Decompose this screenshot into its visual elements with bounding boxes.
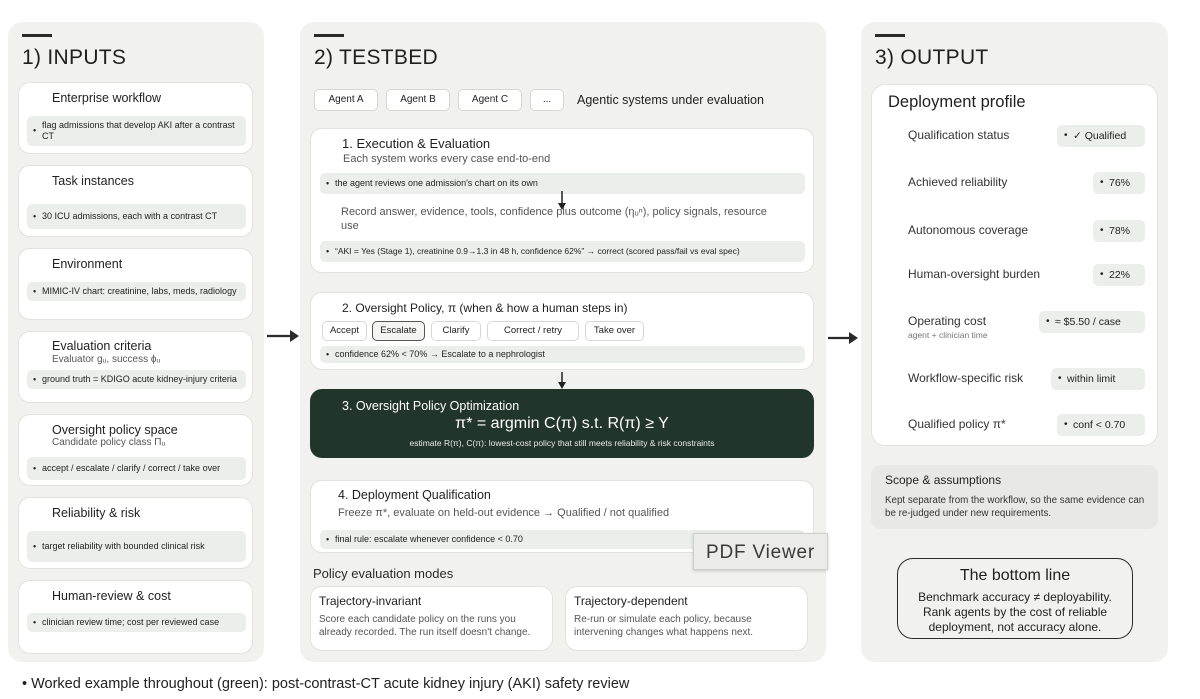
input-card-chip: • target reliability with bounded clinical risk: [27, 531, 246, 562]
input-card-chip: • 30 ICU admissions, each with a contrast CT: [27, 204, 246, 229]
scope-text: Kept separate from the workflow, so the same evidence can be re-judged under new requirements.: [885, 495, 1145, 519]
deployment-profile-card: [871, 84, 1158, 446]
execution-evaluation-card: [310, 128, 814, 273]
optimization-formula: π* = argmin C(π) s.t. R(π) ≥ Y: [455, 415, 669, 432]
profile-row-label: Qualification status: [908, 128, 1010, 142]
policy-accept-button[interactable]: Accept: [322, 321, 367, 341]
profile-row-label: Autonomous coverage: [908, 223, 1029, 237]
optimization-title: 3. Oversight Policy Optimization: [342, 399, 520, 413]
input-card-subtitle: Evaluator gᵤ, success ϕᵤ: [52, 354, 161, 365]
input-card-title: Evaluation criteria: [52, 339, 152, 353]
input-card-reliability-risk: [18, 497, 253, 569]
panel-accent-bar: [314, 34, 344, 37]
execution-chip-agent-review: • the agent reviews one admission's chart on its own: [320, 173, 805, 194]
input-card-environment: [18, 248, 253, 320]
execution-title: 1. Execution & Evaluation: [342, 136, 491, 151]
qualification-title: 4. Deployment Qualification: [338, 488, 491, 502]
profile-row-value: • ✓ Qualified: [1057, 125, 1145, 147]
modes-title: Policy evaluation modes: [313, 566, 454, 581]
testbed-title: 2) TESTBED: [314, 46, 438, 69]
oversight-policy-card: [310, 292, 814, 370]
footer-caption: • Worked example throughout (green): post-contrast-CT acute kidney injury (AKI) safety review: [22, 676, 630, 692]
input-card-title: Task instances: [52, 174, 134, 188]
input-card-title: Human-review & cost: [52, 589, 171, 603]
panel-accent-bar: [875, 34, 905, 37]
profile-row-value: • conf < 0.70: [1057, 414, 1145, 436]
profile-row-label: Achieved reliability: [908, 175, 1008, 189]
execution-record-text: Record answer, evidence, tools, confidence plus outcome (ηᵤⁿ), policy signals, resource use: [341, 206, 767, 232]
profile-row-label: Qualified policy π*: [908, 417, 1006, 431]
mode-card-trajectory-invariant: [310, 586, 553, 651]
mode-card-trajectory-dependent: [565, 586, 808, 651]
profile-title: Deployment profile: [888, 93, 1026, 111]
input-card-oversight-policy-space: [18, 414, 253, 486]
profile-row-value: • ≈ $5.50 / case: [1039, 311, 1145, 333]
input-card-enterprise-workflow: [18, 82, 253, 154]
mode-title: Trajectory-invariant: [319, 594, 422, 608]
profile-row-value: • within limit: [1051, 368, 1145, 390]
input-card-title: Reliability & risk: [52, 506, 141, 520]
input-card-title: Environment: [52, 257, 123, 271]
agent-a-button[interactable]: Agent A: [314, 89, 378, 111]
input-card-title: Oversight policy space: [52, 423, 178, 437]
policy-escalate-button[interactable]: Escalate: [372, 321, 425, 341]
policy-take-over-button[interactable]: Take over: [585, 321, 644, 341]
input-card-task-instances: [18, 165, 253, 237]
inputs-panel: [8, 22, 264, 662]
qualification-subtitle: Freeze π*, evaluate on held-out evidence → Qualified / not qualified: [338, 507, 670, 519]
input-card-human-review-cost: [18, 580, 253, 654]
mode-title: Trajectory-dependent: [574, 594, 688, 608]
arrow-right-icon: [827, 328, 859, 348]
profile-row-label: Operating cost: [908, 314, 987, 328]
bottom-line-box: [897, 558, 1133, 639]
profile-row-label: Human-oversight burden: [908, 267, 1041, 281]
oversight-chip: • confidence 62% < 70% → Escalate to a nephrologist: [320, 346, 805, 363]
inputs-title: 1) INPUTS: [22, 46, 127, 69]
output-title: 3) OUTPUT: [875, 46, 989, 69]
agent-b-button[interactable]: Agent B: [386, 89, 450, 111]
agent-c-button[interactable]: Agent C: [458, 89, 522, 111]
panel-accent-bar: [22, 34, 52, 37]
testbed-panel: [300, 22, 826, 662]
input-card-evaluation-criteria: [18, 331, 253, 403]
pdf-viewer-tooltip[interactable]: PDF Viewer: [693, 533, 828, 570]
mode-desc: Re-run or simulate each policy, because intervening changes what happens next.: [574, 614, 754, 638]
input-card-chip: • flag admissions that develop AKI after a contrast CT: [27, 116, 246, 146]
optimization-card: [310, 389, 814, 458]
profile-row-value: • 22%: [1093, 264, 1145, 286]
input-card-chip: • MIMIC-IV chart: creatinine, labs, meds, radiology: [27, 282, 246, 301]
more-agents-button[interactable]: ...: [530, 89, 564, 111]
profile-row-value: • 76%: [1093, 172, 1145, 194]
profile-row-value: • 78%: [1093, 220, 1145, 242]
input-card-title: Enterprise workflow: [52, 91, 162, 105]
optimization-caption: estimate R(π), C(π): lowest-cost policy that still meets reliability & risk constraints: [409, 438, 715, 448]
input-card-chip: • clinician review time; cost per reviewed case: [27, 613, 246, 632]
oversight-title: 2. Oversight Policy, π (when & how a human steps in): [342, 301, 628, 315]
input-card-chip: • ground truth = KDIGO acute kidney-injury criteria: [27, 370, 246, 389]
policy-clarify-button[interactable]: Clarify: [431, 321, 481, 341]
policy-correct-retry-button[interactable]: Correct / retry: [487, 321, 579, 341]
scope-assumptions-box: [871, 465, 1158, 529]
qualification-chip: • final rule: escalate whenever confidence < 0.70: [320, 530, 805, 549]
input-card-chip: • accept / escalate / clarify / correct / take over: [27, 457, 246, 480]
bottom-line-text: Benchmark accuracy ≠ deployability. Rank agents by the cost of reliable deployment, not accuracy alone.: [918, 590, 1112, 634]
input-card-subtitle: Candidate policy class Πᵤ: [52, 437, 166, 448]
execution-chip-example: • “AKI = Yes (Stage 1), creatinine 0.9→1.3 in 48 h, confidence 62%” → correct (scored pass/fail vs eval spec): [320, 241, 805, 262]
profile-row-label: Workflow-specific risk: [908, 371, 1024, 385]
arrow-down-icon: [557, 372, 567, 390]
profile-row-sub: agent + clinician time: [908, 330, 988, 340]
bottom-line-title: The bottom line: [959, 567, 1071, 584]
arrow-right-icon: [266, 326, 300, 346]
scope-title: Scope & assumptions: [885, 473, 1002, 487]
mode-desc: Score each candidate policy on the runs you already recorded. The run itself doesn't change.: [319, 614, 531, 638]
output-panel: [861, 22, 1168, 662]
agents-caption: Agentic systems under evaluation: [577, 93, 764, 107]
execution-subtitle: Each system works every case end-to-end: [343, 153, 551, 165]
